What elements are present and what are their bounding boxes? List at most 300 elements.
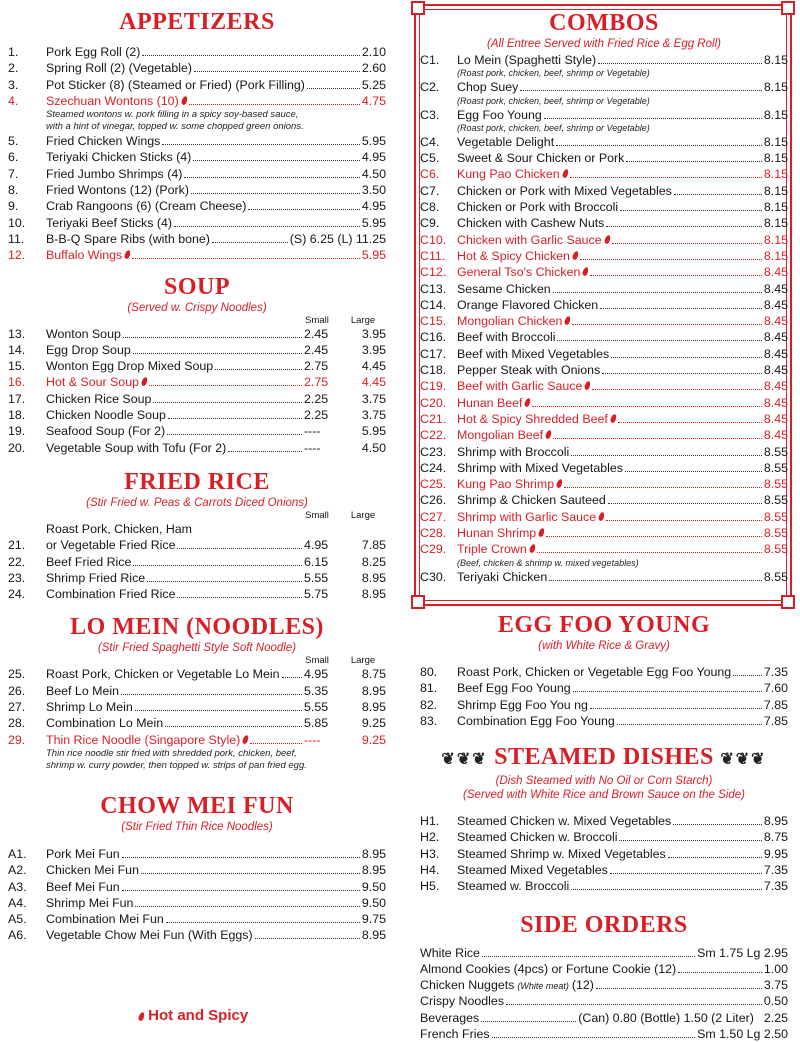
- item-number: H3.: [420, 846, 440, 861]
- menu-item: [420, 150, 788, 166]
- item-name: White Rice: [420, 945, 480, 960]
- menu-item: [8, 166, 386, 182]
- menu-item: [420, 395, 788, 411]
- item-name: Hunan Shrimp: [457, 526, 537, 541]
- item-price: 7.35: [763, 664, 788, 679]
- item-name: French Fries: [420, 1027, 490, 1042]
- leader-dots: [556, 145, 762, 146]
- leader-dots: [189, 104, 360, 105]
- price-large: 3.75: [361, 391, 386, 406]
- item-price: 4.50: [361, 166, 386, 181]
- legend-label: Hot and Spicy: [148, 1007, 249, 1024]
- item-number: C29.: [420, 542, 447, 557]
- menu-item: [420, 476, 788, 492]
- chili-pepper-icon: [561, 169, 569, 179]
- fried-rice-size-header: [8, 510, 386, 521]
- menu-item: [420, 199, 788, 215]
- menu-item: [8, 215, 386, 231]
- item-description: (Beef, chicken & shrimp w. mixed vegetables): [457, 557, 639, 568]
- price-large: 3.75: [361, 408, 386, 423]
- item-name: Almond Cookies (4pcs) or Fortune Cookie (12): [420, 961, 677, 976]
- leader-dots: [625, 471, 762, 472]
- combos-title: COMBOS: [549, 10, 659, 36]
- item-name: Shrimp Mei Fun: [46, 895, 134, 910]
- item-name: Pepper Steak with Onions: [457, 363, 601, 378]
- item-number: 7.: [8, 166, 19, 181]
- item-name-count: (12): [571, 978, 594, 993]
- item-number: C4.: [420, 134, 440, 149]
- leader-dots: [255, 938, 360, 939]
- leader-dots: [135, 710, 302, 711]
- menu-item: [420, 183, 788, 199]
- menu-item: [420, 329, 788, 345]
- chili-pepper-icon: [528, 544, 536, 554]
- leader-dots: [668, 857, 762, 858]
- item-number: 29.: [8, 732, 26, 747]
- item-number: C5.: [420, 151, 440, 166]
- leader-dots: [212, 242, 288, 243]
- price-small: 2.75: [304, 359, 329, 374]
- item-number: C8.: [420, 200, 440, 215]
- menu-item: [420, 680, 788, 696]
- item-number: C9.: [420, 216, 440, 231]
- item-number: C16.: [420, 330, 447, 345]
- item-price: 8.55: [763, 460, 788, 475]
- item-number: C13.: [420, 281, 447, 296]
- menu-item: [420, 1026, 788, 1042]
- price-small: ----: [304, 440, 321, 455]
- item-name: Shrimp with Broccoli: [457, 444, 570, 459]
- item-price: 8.15: [763, 232, 788, 247]
- item-number: 80.: [420, 664, 438, 679]
- leader-dots: [177, 597, 302, 598]
- leader-dots: [215, 369, 302, 370]
- price-large: 3.95: [361, 342, 386, 357]
- chili-pepper-icon: [545, 430, 553, 440]
- leader-dots: [573, 691, 762, 692]
- item-name: Vegetable Delight: [457, 134, 555, 149]
- menu-item: [420, 215, 788, 231]
- menu-item: [8, 374, 386, 390]
- item-name: Beverages: [420, 1010, 480, 1025]
- price-small: 2.75: [304, 375, 329, 390]
- price-large: 8.25: [361, 554, 386, 569]
- leader-dots: [135, 906, 359, 907]
- item-name: Combination Egg Foo Young: [457, 713, 615, 728]
- price-small: 5.55: [304, 700, 329, 715]
- item-number: C19.: [420, 379, 447, 394]
- leader-dots: [250, 743, 302, 744]
- menu-item: [8, 133, 386, 149]
- chili-pepper-icon: [556, 479, 564, 489]
- menu-item: [420, 509, 788, 525]
- item-number: H4.: [420, 862, 440, 877]
- menu-item: [420, 862, 788, 878]
- price-small: 6.15: [304, 554, 329, 569]
- menu-item: [420, 411, 788, 427]
- menu-item: [8, 554, 386, 570]
- menu-item: [420, 297, 788, 313]
- item-number: C15.: [420, 314, 447, 329]
- leader-dots: [618, 422, 762, 423]
- item-name: Orange Flavored Chicken: [457, 297, 599, 312]
- soup-size-header: [8, 315, 386, 326]
- item-price: 2.10: [361, 45, 386, 59]
- menu-item: [8, 182, 386, 198]
- item-description: with a hint of vinegar, topped w. some chopped green onions.: [46, 121, 304, 133]
- menu-item: [420, 52, 788, 68]
- price-large: 9.25: [361, 716, 386, 731]
- item-price: 5.25: [361, 77, 386, 92]
- leader-dots: [619, 840, 761, 841]
- item-name: Shrimp & Chicken Sauteed: [457, 493, 606, 508]
- item-number: C3.: [420, 107, 440, 122]
- item-description: Steamed wontons w. pork filling in a spicy soy-based sauce,: [46, 109, 299, 121]
- item-name: Beef with Garlic Sauce: [457, 379, 583, 394]
- leader-dots: [141, 873, 360, 874]
- leader-dots: [544, 118, 762, 119]
- item-number: 16.: [8, 375, 26, 390]
- steamed-dishes-title: [420, 743, 788, 774]
- item-name: Chicken or Pork with Broccoli: [457, 200, 619, 215]
- fried-rice-list: [8, 537, 386, 602]
- item-name: Mongolian Chicken: [457, 314, 563, 329]
- price-small: ----: [304, 732, 321, 747]
- price-small: 5.75: [304, 587, 329, 602]
- menu-item: [8, 407, 386, 423]
- lo-mein-subtitle: (Stir Fried Spaghetti Style Soft Noodle): [97, 642, 297, 655]
- leader-dots: [520, 90, 762, 91]
- item-number: C26.: [420, 493, 447, 508]
- item-name: Fried Jumbo Shrimps (4): [46, 166, 183, 181]
- item-price: 8.95: [361, 928, 386, 943]
- item-number: C27.: [420, 509, 447, 524]
- item-number: A6.: [8, 928, 27, 943]
- menu-item: [420, 713, 788, 729]
- item-name: Steamed Mixed Vegetables: [457, 862, 608, 877]
- menu-item: [8, 60, 386, 76]
- item-number: C30.: [420, 569, 447, 584]
- item-name: Wonton Egg Drop Mixed Soup: [46, 359, 214, 374]
- item-name: Vegetable Soup with Tofu (For 2): [46, 440, 227, 455]
- leader-dots: [571, 455, 762, 456]
- leader-dots: [557, 340, 761, 341]
- item-number: A2.: [8, 863, 27, 878]
- menu-item: [420, 525, 788, 541]
- item-number: 20.: [8, 440, 26, 455]
- item-price: 8.15: [763, 183, 788, 198]
- item-name: Combination Lo Mein: [46, 716, 164, 731]
- egg-foo-young-list: [420, 664, 788, 729]
- menu-item: [8, 198, 386, 214]
- price-large: 4.45: [361, 359, 386, 374]
- leader-dots: [546, 536, 762, 537]
- item-number: C25.: [420, 477, 447, 492]
- item-name: B-B-Q Spare Ribs (with bone): [46, 231, 210, 246]
- item-price: 2.60: [361, 61, 386, 76]
- menu-item: [8, 537, 386, 553]
- item-number: A4.: [8, 895, 27, 910]
- item-name: Wonton Soup: [46, 326, 121, 341]
- item-number: C21.: [420, 411, 447, 426]
- item-name: Chicken Rice Soup: [46, 391, 152, 406]
- price-large: 8.95: [361, 683, 386, 698]
- menu-item: [8, 666, 386, 682]
- item-number: 12.: [8, 248, 26, 263]
- item-price: 8.15: [763, 107, 788, 122]
- item-number: C17.: [420, 346, 447, 361]
- menu-item: [420, 846, 788, 862]
- item-name: Combination Fried Rice: [46, 587, 176, 602]
- price-large: 4.45: [361, 375, 386, 390]
- leader-dots: [606, 520, 762, 521]
- item-price: 4.95: [361, 150, 386, 165]
- menu-item: [420, 492, 788, 508]
- leader-dots: [596, 988, 762, 989]
- item-price: 8.45: [763, 428, 788, 443]
- item-description: Thin rice noodle stir fried with shredded pork, chicken, beef,: [46, 747, 297, 759]
- leader-dots: [600, 308, 762, 309]
- item-name: Shrimp Egg Foo You ng: [457, 697, 588, 712]
- item-number: A1.: [8, 846, 27, 861]
- menu-item: [8, 149, 386, 165]
- menu-item: [420, 281, 788, 297]
- price-large: 4.50: [361, 440, 386, 455]
- menu-item: [420, 977, 788, 993]
- item-name: Chicken with Garlic Sauce: [457, 232, 602, 247]
- leader-dots: [482, 956, 695, 957]
- item-number: C6.: [420, 167, 440, 182]
- item-number: 17.: [8, 391, 26, 406]
- leader-dots: [626, 161, 762, 162]
- steamed-title-text: STEAMED DISHES: [494, 744, 714, 771]
- appetizers-title: APPETIZERS: [119, 9, 275, 35]
- leader-dots: [228, 451, 302, 452]
- leader-dots: [174, 226, 360, 227]
- leader-dots: [184, 177, 360, 178]
- leader-dots: [532, 406, 761, 407]
- item-name: Szechuan Wontons (10): [46, 93, 179, 108]
- menu-item: [420, 166, 788, 182]
- item-name: Chicken Noodle Soup: [46, 408, 166, 423]
- item-name: Teriyaki Chicken: [457, 569, 548, 584]
- item-name: Combination Mei Fun: [46, 912, 164, 927]
- leader-dots: [133, 565, 302, 566]
- menu-item: [8, 895, 386, 911]
- item-price: 4.95: [361, 199, 386, 214]
- leader-dots: [678, 972, 762, 973]
- price-large: 3.95: [361, 326, 386, 341]
- menu-item: [420, 107, 788, 123]
- item-price: 8.15: [763, 167, 788, 182]
- item-name: Lo Mein (Spaghetti Style): [457, 53, 597, 67]
- item-number: H5.: [420, 879, 440, 894]
- item-number: C23.: [420, 444, 447, 459]
- item-description: shrimp w. curry powder, then topped w. strips of pan fried egg.: [46, 759, 307, 771]
- item-number: A5.: [8, 912, 27, 927]
- item-name: Roast Pork, Chicken or Vegetable Egg Foo Young: [457, 664, 732, 679]
- item-price: 8.45: [763, 379, 788, 394]
- chili-pepper-icon: [141, 377, 149, 387]
- item-name: Chicken or Pork with Mixed Vegetables: [457, 183, 672, 198]
- item-name: Chicken with Cashew Nuts: [457, 216, 605, 231]
- chili-pepper-icon: [582, 267, 590, 277]
- item-price: 8.45: [763, 297, 788, 312]
- item-number: 14.: [8, 342, 26, 357]
- price-large: 8.95: [361, 587, 386, 602]
- item-number: 82.: [420, 697, 438, 712]
- lo-mein-title: LO MEIN (NOODLES): [70, 614, 324, 641]
- leader-dots: [564, 487, 762, 488]
- leader-dots: [193, 160, 360, 161]
- fried-rice-first-line: Roast Pork, Chicken, Ham: [46, 521, 192, 536]
- item-name: Hot & Spicy Chicken: [457, 248, 570, 263]
- item-price: 7.60: [763, 681, 788, 696]
- leader-dots: [121, 694, 302, 695]
- item-number: 8.: [8, 183, 19, 198]
- item-price: 5.95: [361, 248, 386, 263]
- menu-item: [420, 427, 788, 443]
- chow-mei-fun-title: CHOW MEI FUN: [100, 792, 294, 819]
- leader-dots: [580, 259, 762, 260]
- leader-dots: [592, 389, 762, 390]
- item-number: C20.: [420, 395, 447, 410]
- item-name: Fried Chicken Wings: [46, 134, 161, 149]
- steamed-subtitle-2: (Served with White Rice and Brown Sauce on the Side): [463, 789, 745, 802]
- leader-dots: [492, 1037, 696, 1038]
- large-label: Large: [350, 655, 376, 667]
- item-price: 3.75: [763, 978, 788, 993]
- small-label: Small: [305, 509, 329, 521]
- leader-dots: [606, 226, 762, 227]
- menu-item: [8, 699, 386, 715]
- item-name: Chicken Nuggets: [420, 978, 515, 993]
- price-large: 8.75: [361, 667, 386, 682]
- menu-item: [420, 79, 788, 95]
- item-price: 7.35: [763, 862, 788, 877]
- leader-dots: [122, 890, 360, 891]
- item-price: 8.95: [763, 814, 788, 829]
- leader-dots: [553, 292, 762, 293]
- item-name: Crispy Noodles: [420, 994, 505, 1009]
- item-name: or Vegetable Fried Rice: [46, 538, 176, 553]
- price-small: ----: [304, 424, 321, 439]
- leader-dots: [153, 402, 302, 403]
- item-name: Beef Mei Fun: [46, 879, 120, 894]
- item-note: (White meat): [517, 981, 569, 992]
- menu-item: [8, 862, 386, 878]
- item-price: 8.45: [763, 395, 788, 410]
- leader-dots: [506, 1004, 762, 1005]
- item-price: 8.55: [763, 526, 788, 541]
- item-price: Sm 1.75 Lg 2.95: [697, 945, 788, 960]
- item-number: 2.: [8, 61, 19, 76]
- leader-dots: [167, 434, 302, 435]
- menu-item: [8, 683, 386, 699]
- price-small: 5.85: [304, 716, 329, 731]
- egg-foo-young-subtitle: (with White Rice & Gravy): [538, 639, 670, 652]
- item-number: C12.: [420, 265, 447, 280]
- menu-item: [420, 362, 788, 378]
- item-price: 8.55: [763, 509, 788, 524]
- item-name: Beef with Broccoli: [457, 330, 556, 345]
- chili-pepper-icon: [598, 511, 606, 521]
- dragon-ornament-icon: ❦❦❦: [441, 751, 488, 769]
- chili-pepper-icon: [564, 316, 572, 326]
- item-number: 21.: [8, 538, 26, 553]
- item-price: 8.45: [763, 363, 788, 378]
- price-small: 2.25: [304, 408, 329, 423]
- item-name: Triple Crown: [457, 542, 527, 557]
- menu-item: [8, 927, 386, 943]
- price-small: 5.35: [304, 683, 329, 698]
- leader-dots: [132, 258, 360, 259]
- item-price: (S) 6.25 (L) 11.25: [289, 231, 386, 246]
- item-price: 8.55: [763, 477, 788, 492]
- item-number: C11.: [420, 248, 446, 263]
- item-description: (Roast pork, chicken, beef, shrimp or Vegetable): [457, 122, 650, 133]
- appetizers-list: [8, 44, 386, 264]
- item-number: H2.: [420, 830, 440, 845]
- menu-item: [420, 378, 788, 394]
- item-price: 7.35: [763, 879, 788, 894]
- hot-spicy-legend: [136, 1007, 248, 1024]
- item-name: Thin Rice Noodle (Singapore Style): [46, 732, 241, 747]
- menu-item: [8, 846, 386, 862]
- menu-item: [420, 813, 788, 829]
- combos-subtitle: (All Entree Served with Fried Rice & Egg Roll): [487, 38, 721, 50]
- item-name: Beef Egg Foo Young: [457, 681, 571, 696]
- item-name: Seafood Soup (For 2): [46, 424, 166, 439]
- item-name: Fried Wontons (12) (Pork): [46, 183, 189, 198]
- item-name: Hot & Sour Soup: [46, 375, 139, 390]
- item-name: Hunan Beef: [457, 395, 523, 410]
- item-name: Shrimp Lo Mein: [46, 700, 133, 715]
- menu-item: [8, 326, 386, 342]
- menu-item: [420, 697, 788, 713]
- item-price: 8.15: [763, 200, 788, 215]
- item-price: 8.15: [763, 151, 788, 166]
- leader-dots: [674, 194, 762, 195]
- item-name: Egg Drop Soup: [46, 342, 131, 357]
- chili-pepper-icon: [538, 527, 546, 537]
- item-name: General Tso's Chicken: [457, 265, 581, 280]
- menu-item: [420, 664, 788, 680]
- item-number: 3.: [8, 77, 19, 92]
- menu-item: [420, 346, 788, 362]
- item-number: 23.: [8, 570, 26, 585]
- menu-item: [420, 248, 788, 264]
- item-name: Vegetable Chow Mei Fun (With Eggs): [46, 928, 253, 943]
- item-name: Shrimp with Garlic Sauce: [457, 509, 597, 524]
- menu-item: [420, 444, 788, 460]
- item-number: C24.: [420, 460, 447, 475]
- item-number: C7.: [420, 183, 440, 198]
- small-label: Small: [305, 655, 329, 667]
- menu-item: [8, 715, 386, 731]
- menu-item: [420, 134, 788, 150]
- item-name: Beef Lo Mein: [46, 683, 120, 698]
- leader-dots: [282, 677, 303, 678]
- leader-dots: [733, 675, 762, 676]
- item-number: 10.: [8, 215, 26, 230]
- item-name: Sweet & Sour Chicken or Pork: [457, 151, 625, 166]
- item-number: 27.: [8, 700, 26, 715]
- item-price: 8.15: [763, 134, 788, 149]
- menu-item: [8, 423, 386, 439]
- item-name: Beef Fried Rice: [46, 554, 132, 569]
- item-price: 8.95: [361, 863, 386, 878]
